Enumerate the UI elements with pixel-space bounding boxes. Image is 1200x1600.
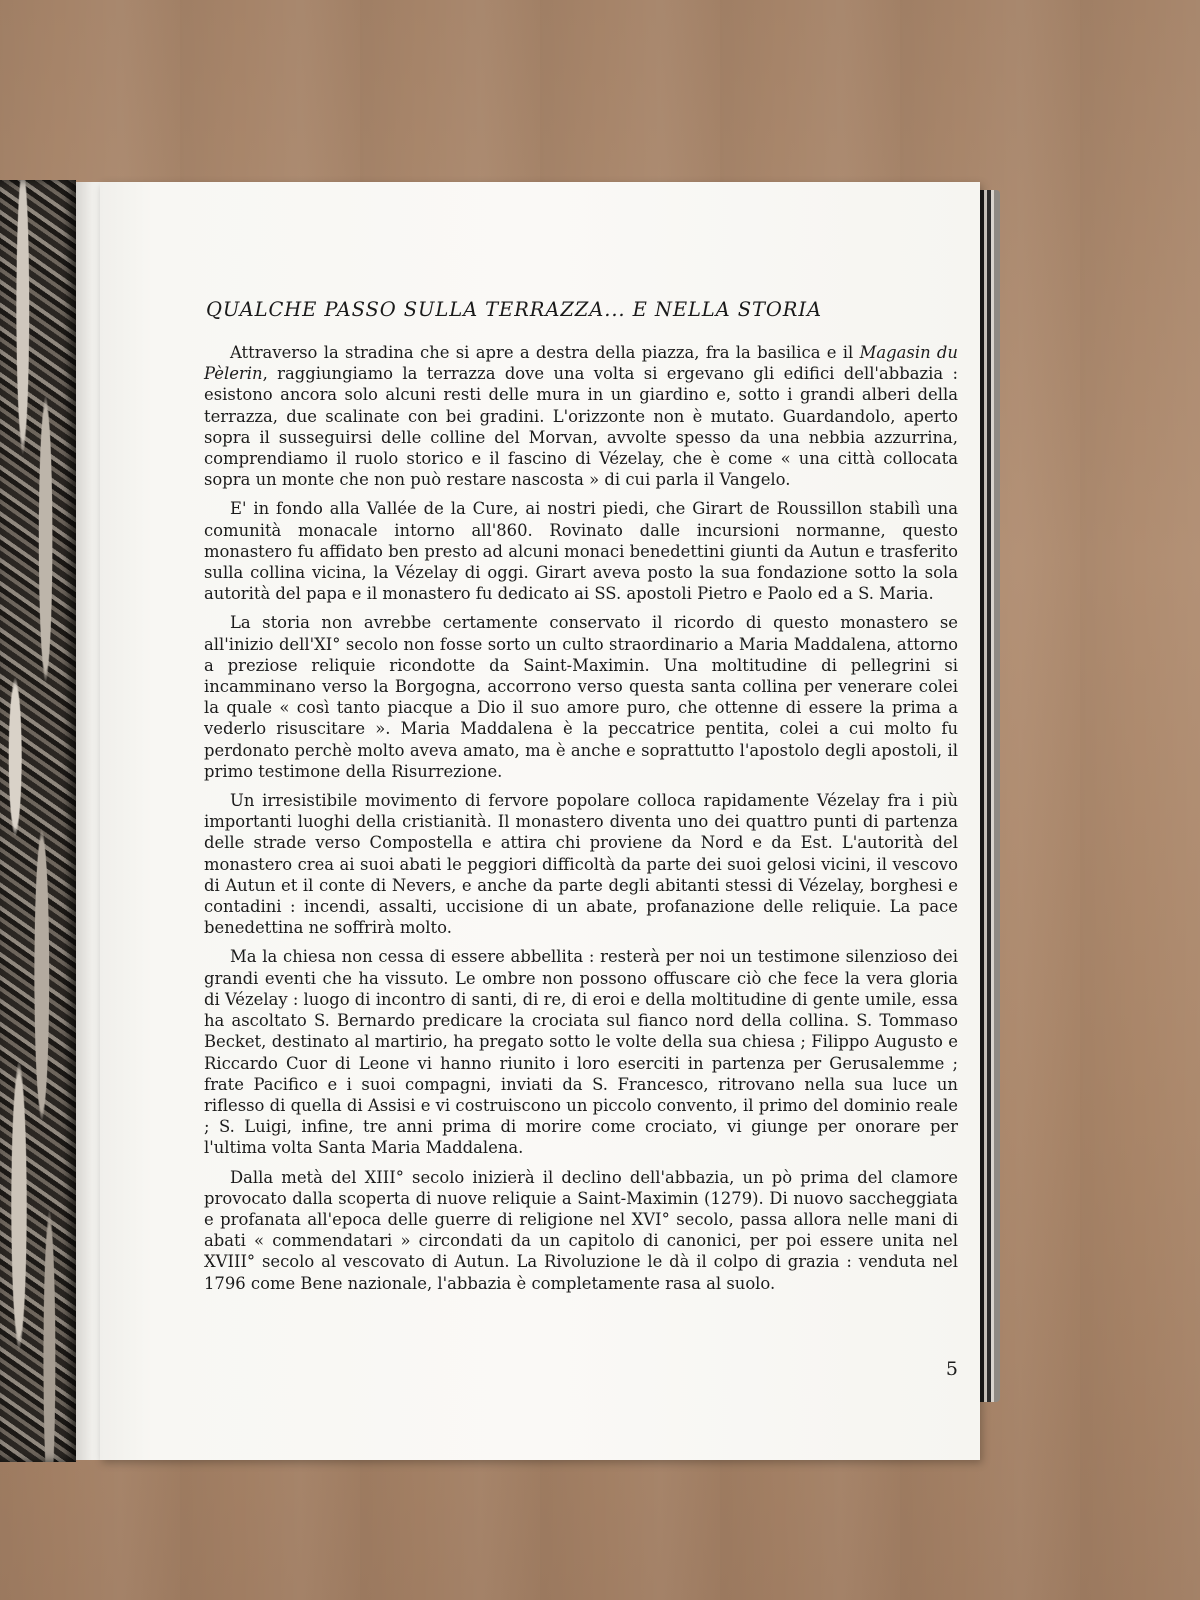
text-run: , raggiungiamo la terrazza dove una volta si ergevano gli edifici dell'abbazia : esistono ancora solo alcuni resti delle mura in un giardino e, sotto i grandi alberi della terrazza, due scalinate con bei gradini. L'orizzonte non è mutato. Guardandolo, aperto sopra il susseguirsi delle colline del Morvan, avvolte spesso da una nebbia azzurrina, comprendiamo il ruolo storico e il fascino di Vézelay, che è come « una città collocata sopra un monte che non può restare nascosta » di cui parla il Vangelo.	[204, 364, 958, 490]
body-text	[204, 342, 958, 1302]
book-page	[100, 182, 980, 1460]
text-run: Dalla metà del XIII° secolo inizierà il declino dell'abbazia, un pò prima del clamore provocato dalla scoperta di nuove reliquie a Saint-Maximin (1279). Di nuovo saccheggiata e profanata all'epoca delle guerre di religione nel XVI° secolo, passa allora nelle mani di abati « commendatari » circondati da un capitolo di canonici, per poi essere unita nel XVIII° secolo al vescovato di Autun. La Rivoluzione le dà il colpo di grazia : venduta nel 1796 come Bene nazionale, l'abbazia è completamente rasa al suolo.	[204, 1167, 958, 1293]
paragraph	[204, 342, 958, 490]
paragraph	[204, 612, 958, 782]
page-number: 5	[945, 1358, 958, 1380]
facing-page-sculpture-photo	[0, 180, 76, 1462]
page-title: QUALCHE PASSO SULLA TERRAZZA... E NELLA STORIA	[206, 298, 822, 321]
text-run: Attraverso la stradina che si apre a destra della piazza, fra la basilica e il	[230, 343, 860, 362]
text-run: La storia non avrebbe certamente conservato il ricordo di questo monastero se all'inizio dell'XI° secolo non fosse sorto un culto straordinario a Maria Maddalena, attorno a preziose reliquie ricondotte da Saint-Maximin. Una moltitudine di pellegrini si incamminano verso la Borgogna, accorrono verso questa santa collina per venerare colei la quale « così tanto piacque a Dio il suo amore puro, che ottenne di essere la prima a vederlo risuscitare ». Maria Maddalena è la peccatrice pentita, colei a cui molto fu perdonato perchè molto aveva amato, ma è anche e soprattutto l'apostolo degli apostoli, il primo testimone della Risurrezione.	[204, 613, 958, 781]
text-run: Ma la chiesa non cessa di essere abbellita : resterà per noi un testimone silenzioso dei grandi eventi che ha vissuto. Le ombre non possono offuscare ciò che fece la vera gloria di Vézelay : luogo di incontro di santi, di re, di eroi e della moltitudine di gente umile, essa ha ascoltato S. Bernardo predicare la crociata sul fianco nord della collina. S. Tommaso Becket, destinato al martirio, ha pregato sotto le volte della sua chiesa ; Filippo Augusto e Riccardo Cuor di Leone vi hanno riunito i loro eserciti in partenza per Gerusalemme ; frate Pacifico e i suoi compagni, inviati da S. Francesco, ritrovano nella sua luce un riflesso di quella di Assisi e vi costruiscono un piccolo convento, il primo del dominio reale ; S. Luigi, infine, tre anni prima di morire come crociato, vi giunge per onorare per l'ultima volta Santa Maria Maddalena.	[204, 947, 958, 1158]
paragraph	[204, 498, 958, 604]
book-gutter	[76, 182, 102, 1460]
italic-text: Magasin du Pèlerin	[204, 343, 958, 384]
text-run: E' in fondo alla Vallée de la Cure, ai nostri piedi, che Girart de Roussillon stabilì una comunità monacale intorno all'860. Rovinato dalle incursioni normanne, questo monastero fu affidato ben presto ad alcuni monaci benedettini giunti da Autun e trasferito sulla collina vicina, la Vézelay di oggi. Girart aveva posto la sua fondazione sotto la sola autorità del papa e il monastero fu dedicato ai SS. apostoli Pietro e Paolo ed a S. Maria.	[204, 499, 958, 604]
text-run: Un irresistibile movimento di fervore popolare colloca rapidamente Vézelay fra i più importanti luoghi della cristianità. Il monastero diventa uno dei quattro punti di partenza delle strade verso Compostella e attira chi proviene da Nord e da Est. L'autorità del monastero crea ai suoi abati le peggiori difficoltà da parte dei suoi gelosi vicini, il vescovo di Autun et il conte di Nevers, e anche da parte degli abitanti stessi di Vézelay, borghesi e contadini : incendi, assalti, uccisione di un abate, profanazione delle reliquie. La pace benedettina ne soffrirà molto.	[204, 791, 958, 938]
paragraph	[204, 790, 958, 938]
paragraph	[204, 1167, 958, 1294]
paragraph	[204, 946, 958, 1158]
book-page-edges	[978, 190, 1000, 1402]
